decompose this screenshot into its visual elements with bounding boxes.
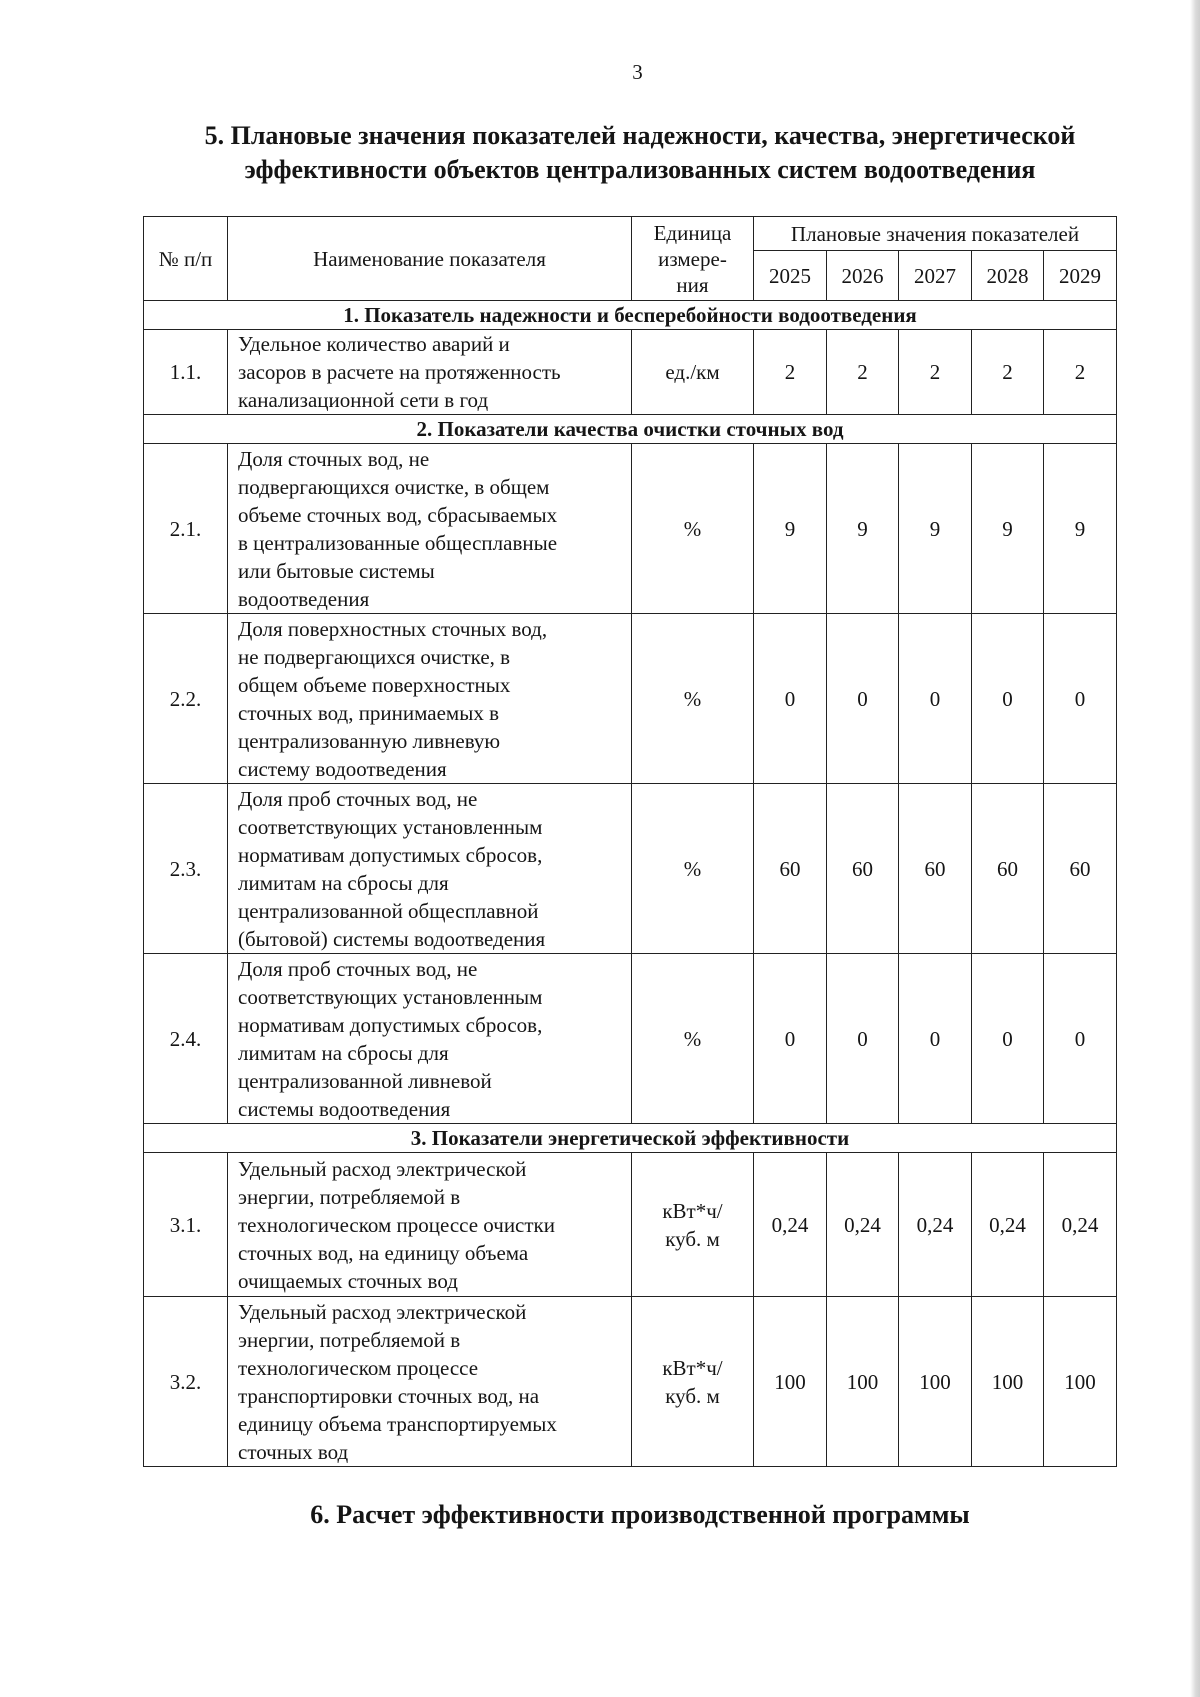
- row-number: 3.2.: [144, 1297, 228, 1467]
- page-number: 3: [632, 60, 643, 84]
- planned-value: 0: [1044, 954, 1117, 1124]
- unit-line: %: [683, 686, 702, 711]
- indicator-name-line: нормативам допустимых сбросов,: [238, 1012, 543, 1037]
- planned-value: 100: [899, 1297, 972, 1467]
- planned-value: 60: [827, 784, 899, 954]
- planned-value: 60: [972, 784, 1044, 954]
- row-number: 2.4.: [144, 954, 228, 1124]
- section-6-title: 6. Расчет эффективности производственной программы: [310, 1500, 970, 1529]
- planned-value: 0,24: [899, 1153, 972, 1297]
- planned-value: 0: [827, 614, 899, 784]
- section-5-title-line-1: 5. Плановые значения показателей надежности, качества, энергетической: [204, 121, 1076, 150]
- row-number: 2.1.: [144, 444, 228, 614]
- row-number: 2.3.: [144, 784, 228, 954]
- indicator-name-line: транспортировки сточных вод, на: [238, 1383, 540, 1408]
- planned-value: 9: [972, 444, 1044, 614]
- indicators-table: [143, 216, 1117, 1467]
- indicator-name-line: централизованную ливневую: [238, 728, 501, 753]
- planned-value: 0: [754, 614, 827, 784]
- section-title: 2. Показатели качества очистки сточных вод: [144, 415, 1117, 444]
- indicator-name: [228, 1297, 632, 1467]
- planned-value: 60: [899, 784, 972, 954]
- indicator-name-line: лимитам на сбросы для: [238, 870, 449, 895]
- unit: [632, 1153, 754, 1297]
- planned-value: 0,24: [754, 1153, 827, 1297]
- unit-line: кВт*ч/: [662, 1198, 723, 1223]
- indicator-name-line: сточных вод, на единицу объема: [238, 1240, 529, 1265]
- indicator-name-line: (бытовой) системы водоотведения: [238, 926, 546, 951]
- indicator-name-line: лимитам на сбросы для: [238, 1040, 449, 1065]
- indicator-name-line: сточных вод: [238, 1439, 349, 1464]
- planned-value: 2: [972, 330, 1044, 415]
- unit-line: %: [683, 1026, 702, 1051]
- header-planned: Плановые значения показателей: [754, 217, 1117, 251]
- unit: [632, 614, 754, 784]
- planned-value: 9: [827, 444, 899, 614]
- table-row: [144, 1153, 1117, 1297]
- indicator-name: [228, 614, 632, 784]
- unit-line: куб. м: [665, 1226, 720, 1251]
- planned-value: 0: [972, 954, 1044, 1124]
- header-unit-line-2: измере-: [658, 246, 727, 271]
- indicator-name-line: единицу объема транспортируемых: [238, 1411, 557, 1436]
- indicator-name-line: общем объеме поверхностных: [238, 672, 511, 697]
- unit-line: %: [683, 516, 702, 541]
- indicator-name-line: очищаемых сточных вод: [238, 1268, 458, 1293]
- planned-value: 100: [1044, 1297, 1117, 1467]
- indicator-name-line: централизованной ливневой: [238, 1068, 492, 1093]
- header-num: № п/п: [144, 217, 228, 301]
- indicator-name: [228, 1153, 632, 1297]
- unit: [632, 444, 754, 614]
- planned-value: 9: [754, 444, 827, 614]
- section-row: [144, 301, 1117, 330]
- indicator-name-line: технологическом процессе очистки: [238, 1212, 555, 1237]
- row-number: 1.1.: [144, 330, 228, 415]
- header-unit-line-1: Единица: [653, 220, 732, 245]
- planned-value: 2: [754, 330, 827, 415]
- indicator-name-line: систему водоотведения: [238, 756, 447, 781]
- row-number: 2.2.: [144, 614, 228, 784]
- planned-value: 0: [899, 954, 972, 1124]
- planned-value: 60: [1044, 784, 1117, 954]
- unit-line: куб. м: [665, 1383, 720, 1408]
- section-title: 3. Показатели энергетической эффективности: [144, 1124, 1117, 1153]
- planned-value: 0: [754, 954, 827, 1124]
- section-row: [144, 1124, 1117, 1153]
- header-unit-line-3: ния: [676, 272, 709, 297]
- section-5-title: [120, 119, 1160, 187]
- section-title: 1. Показатель надежности и бесперебойности водоотведения: [144, 301, 1117, 330]
- indicator-name-line: Доля поверхностных сточных вод,: [238, 616, 548, 641]
- header-unit: [632, 217, 754, 301]
- header-name: Наименование показателя: [228, 217, 632, 301]
- planned-value: 100: [754, 1297, 827, 1467]
- indicator-name-line: Удельный расход электрической: [238, 1156, 527, 1181]
- unit: [632, 784, 754, 954]
- indicator-name-line: соответствующих установленным: [238, 814, 543, 839]
- header-year: 2026: [827, 251, 899, 301]
- indicator-name-line: засоров в расчете на протяженность: [238, 360, 561, 384]
- unit-line: ед./км: [665, 360, 720, 384]
- indicator-name-line: технологическом процессе: [238, 1355, 479, 1380]
- indicator-name-line: не подвергающихся очистке, в: [238, 644, 511, 669]
- table-row: [144, 330, 1117, 415]
- planned-value: 0: [827, 954, 899, 1124]
- table-row: [144, 784, 1117, 954]
- indicator-name-line: сточных вод, принимаемых в: [238, 700, 499, 725]
- table-row: [144, 444, 1117, 614]
- planned-value: 9: [899, 444, 972, 614]
- planned-value: 100: [827, 1297, 899, 1467]
- indicator-name-line: Доля проб сточных вод, не: [238, 956, 478, 981]
- indicator-name: [228, 784, 632, 954]
- planned-value: 60: [754, 784, 827, 954]
- section-5-title-line-2: эффективности объектов централизованных систем водоотведения: [244, 155, 1036, 184]
- table-body: [144, 301, 1117, 1467]
- planned-value: 2: [1044, 330, 1117, 415]
- indicator-name-line: энергии, потребляемой в: [238, 1327, 461, 1352]
- header-year: 2027: [899, 251, 972, 301]
- table-row: [144, 954, 1117, 1124]
- planned-value: 2: [827, 330, 899, 415]
- indicator-name-line: соответствующих установленным: [238, 984, 543, 1009]
- unit: [632, 1297, 754, 1467]
- indicator-name-line: в централизованные общесплавные: [238, 530, 558, 555]
- planned-value: 9: [1044, 444, 1117, 614]
- indicator-name-line: Доля сточных вод, не: [238, 446, 430, 471]
- header-year: 2025: [754, 251, 827, 301]
- indicator-name-line: Удельное количество аварий и: [238, 332, 510, 356]
- unit: [632, 954, 754, 1124]
- indicator-name-line: объеме сточных вод, сбрасываемых: [238, 502, 558, 527]
- indicator-name-line: водоотведения: [238, 586, 370, 611]
- indicator-name-line: нормативам допустимых сбросов,: [238, 842, 543, 867]
- indicator-name: [228, 330, 632, 415]
- header-year: 2029: [1044, 251, 1117, 301]
- planned-value: 0,24: [1044, 1153, 1117, 1297]
- row-number: 3.1.: [144, 1153, 228, 1297]
- table-header: [144, 217, 1117, 301]
- planned-value: 0,24: [972, 1153, 1044, 1297]
- planned-value: 0: [972, 614, 1044, 784]
- indicator-name-line: канализационной сети в год: [238, 388, 489, 412]
- planned-value: 0,24: [827, 1153, 899, 1297]
- unit: [632, 330, 754, 415]
- indicator-name-line: или бытовые системы: [238, 558, 435, 583]
- indicator-name-line: системы водоотведения: [238, 1096, 451, 1121]
- indicator-name-line: централизованной общесплавной: [238, 898, 539, 923]
- section-row: [144, 415, 1117, 444]
- indicator-name: [228, 444, 632, 614]
- planned-value: 100: [972, 1297, 1044, 1467]
- planned-value: 0: [899, 614, 972, 784]
- planned-value: 2: [899, 330, 972, 415]
- unit-line: %: [683, 856, 702, 881]
- indicator-name-line: подвергающихся очистке, в общем: [238, 474, 550, 499]
- planned-value: 0: [1044, 614, 1117, 784]
- unit-line: кВт*ч/: [662, 1355, 723, 1380]
- table-row: [144, 614, 1117, 784]
- indicator-name: [228, 954, 632, 1124]
- indicator-name-line: Удельный расход электрической: [238, 1299, 527, 1324]
- table-row: [144, 1297, 1117, 1467]
- header-year: 2028: [972, 251, 1044, 301]
- indicator-name-line: Доля проб сточных вод, не: [238, 786, 478, 811]
- scan-edge: [1190, 0, 1200, 1697]
- indicator-name-line: энергии, потребляемой в: [238, 1184, 461, 1209]
